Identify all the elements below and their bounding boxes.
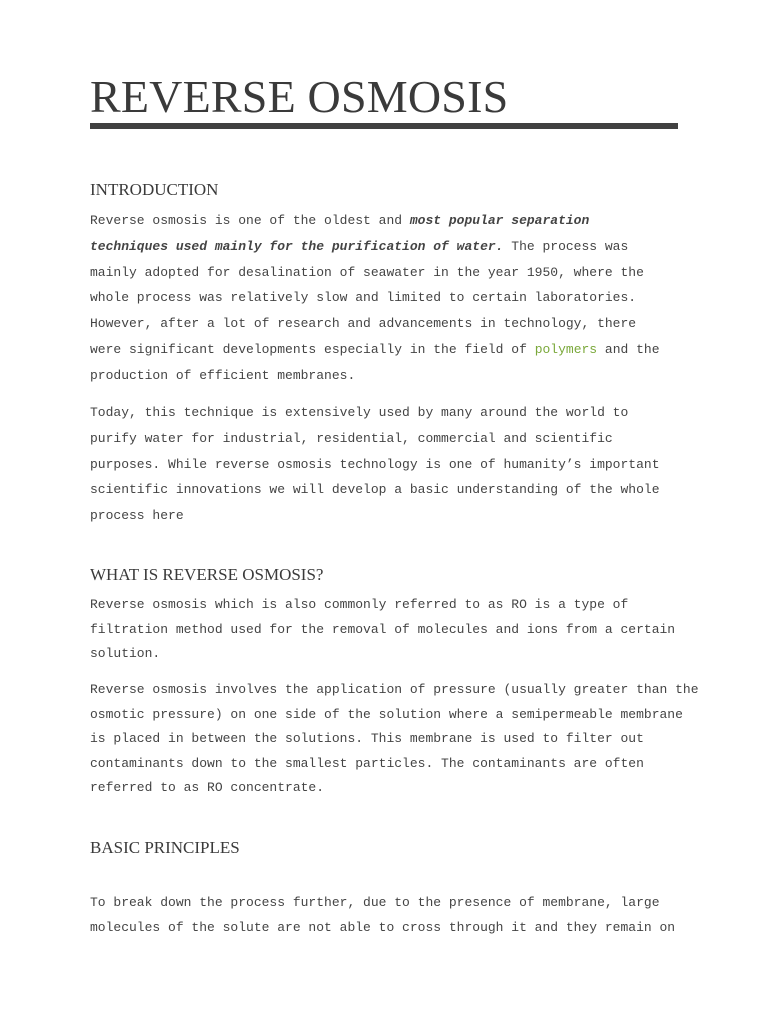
paragraph-line <box>90 234 690 260</box>
section-heading-basic-principles: BASIC PRINCIPLES <box>90 838 240 857</box>
text-run: The process was <box>503 238 629 254</box>
paragraph-line: process here <box>90 508 184 524</box>
paragraph-line: scientific innovations we will develop a basic understanding of the whole <box>90 482 660 498</box>
paragraph-line: Reverse osmosis involves the application of pressure (usually greater than the <box>90 682 699 697</box>
what-is-paragraph-1 <box>90 593 690 667</box>
document-title: REVERSE OSMOSIS <box>90 71 509 122</box>
paragraph-line: Reverse osmosis which is also commonly referred to as RO is a type of <box>90 597 629 612</box>
section-heading-introduction: INTRODUCTION <box>90 180 219 199</box>
paragraph-line: solution. <box>90 646 161 661</box>
what-is-paragraph-2 <box>90 678 699 801</box>
emphasized-text: most popular separation <box>409 213 590 228</box>
title-underline-rule <box>90 123 678 129</box>
paragraph-line: filtration method used for the removal of molecules and ions from a certain <box>90 621 676 637</box>
paragraph-line: production of efficient membranes. <box>90 367 356 383</box>
paragraph-line: purify water for industrial, residential, commercial and scientific <box>90 430 613 446</box>
paragraph-line: Today, this technique is extensively used by many around the world to <box>90 405 629 420</box>
paragraph-line: referred to as RO concentrate. <box>90 780 325 795</box>
paragraph-line: However, after a lot of research and advancements in technology, there <box>90 316 637 332</box>
paragraph-line <box>90 208 690 234</box>
text-run: were significant developments especially in the field of <box>90 341 535 357</box>
polymers-link[interactable]: polymers <box>534 341 598 357</box>
paragraph-line: mainly adopted for desalination of seawater in the year 1950, where the <box>90 264 644 280</box>
paragraph-line: is placed in between the solutions. This membrane is used to filter out <box>90 731 644 746</box>
paragraph-line: To break down the process further, due to the presence of membrane, large <box>90 895 660 910</box>
paragraph-line: contaminants down to the smallest particles. The contaminants are often <box>90 755 644 771</box>
introduction-paragraph-1 <box>90 208 690 389</box>
paragraph-line <box>90 337 690 363</box>
paragraph-line: molecules of the solute are not able to cross through it and they remain on <box>90 920 676 935</box>
paragraph-line: purposes. While reverse osmosis technology is one of humanity’s important <box>90 456 660 472</box>
paragraph-line: whole process was relatively slow and limited to certain laboratories. <box>90 290 637 306</box>
introduction-paragraph-2 <box>90 400 690 529</box>
text-run: Reverse osmosis is one of the oldest and <box>90 213 410 228</box>
basic-principles-paragraph-1 <box>90 890 690 940</box>
text-run: and the <box>597 341 660 357</box>
section-heading-what-is-reverse-osmosis: WHAT IS REVERSE OSMOSIS? <box>90 565 324 584</box>
paragraph-line: osmotic pressure) on one side of the solution where a semipermeable membrane <box>90 706 683 722</box>
emphasized-text: techniques used mainly for the purification of water. <box>90 238 504 254</box>
